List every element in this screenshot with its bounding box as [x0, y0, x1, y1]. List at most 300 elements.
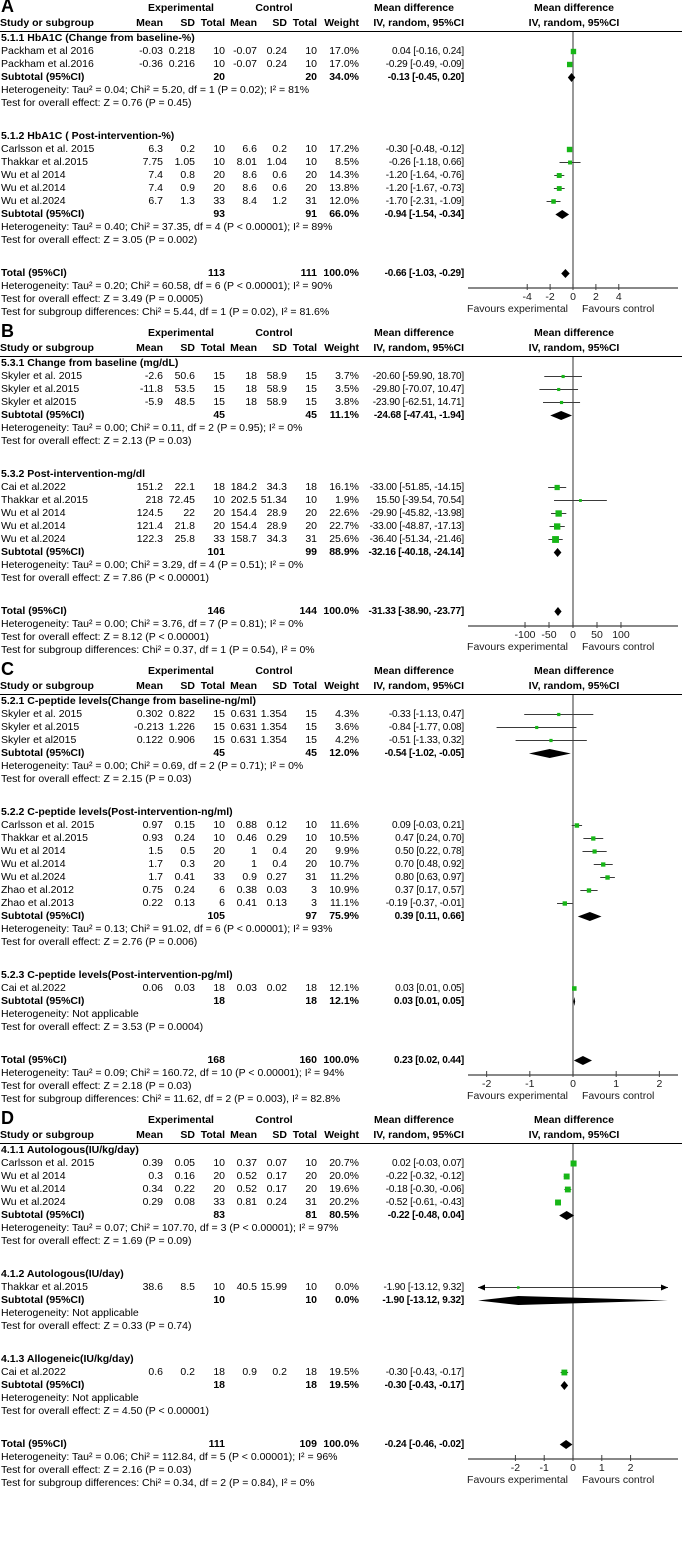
- cell: Skyler et al.2015: [1, 383, 80, 395]
- cell: Wu et al.2014: [1, 1183, 66, 1195]
- mean-header: Mean: [136, 342, 163, 354]
- footnote: [0, 618, 682, 631]
- cell: [466, 1183, 682, 1196]
- cell: [228, 995, 260, 1008]
- cell: [466, 1379, 682, 1392]
- weight-header: Weight: [324, 1129, 359, 1141]
- cell: [466, 1438, 682, 1451]
- cell: Subtotal (95%CI): [1, 1209, 85, 1221]
- cell: 111: [300, 267, 317, 279]
- cell: 10: [305, 143, 317, 155]
- axis-tick-label: -50: [541, 629, 557, 641]
- cell: 160: [299, 1054, 317, 1066]
- total-header: Total: [200, 680, 225, 692]
- cell: 45: [213, 747, 225, 759]
- cell: 1.226: [168, 721, 195, 733]
- footnote: [0, 644, 682, 657]
- cell: 0.93: [142, 832, 163, 844]
- study-col-header: Study or subgroup: [0, 342, 94, 354]
- cell: 22.6%: [329, 507, 359, 519]
- cell: 20: [305, 182, 317, 194]
- cell: 10: [213, 819, 225, 831]
- cell: [134, 995, 166, 1008]
- cell: -2.6: [144, 370, 163, 382]
- footnote-text: Heterogeneity: Tau² = 0.40; Chi² = 37.35, df = 4 (P < 0.00001); I² = 89%: [1, 221, 333, 233]
- cell: 0.70 [0.48, 0.92]: [395, 859, 464, 870]
- section-gap: [0, 1418, 682, 1438]
- cell: [166, 747, 198, 760]
- cell: 3.6%: [335, 721, 359, 733]
- axis-tick-label: -2: [510, 1462, 521, 1474]
- cell: [260, 71, 290, 84]
- cell: Total (95%CI): [1, 1054, 67, 1066]
- cell: [260, 747, 290, 760]
- study-row: [0, 494, 682, 507]
- axis-tick-label: 1: [598, 1462, 605, 1474]
- footnote-text: Test for overall effect: Z = 0.33 (P = 0.74): [1, 1320, 192, 1332]
- cell: Thakkar et al.2015: [1, 832, 88, 844]
- cell: 0.631: [230, 734, 257, 746]
- cell: Subtotal (95%CI): [1, 995, 85, 1007]
- cell: 0.302: [136, 708, 163, 720]
- cell: [228, 1379, 260, 1392]
- favours-left-label: Favours experimental: [467, 303, 568, 315]
- cell: 18: [245, 370, 257, 382]
- cell: 48.5: [174, 396, 195, 408]
- cell: 20: [213, 507, 225, 519]
- cell: 0.02 [-0.03, 0.07]: [391, 1158, 464, 1169]
- cell: 0.822: [168, 708, 195, 720]
- cell: 0.17: [266, 1170, 287, 1182]
- axis-tick-label: 1: [613, 1078, 620, 1090]
- cell: 15: [305, 734, 317, 746]
- cell: 20: [305, 858, 317, 870]
- cell: 10: [213, 1294, 225, 1306]
- study-row: [0, 819, 682, 832]
- section-gap: [0, 1034, 682, 1054]
- cell: 10: [305, 1294, 317, 1306]
- study-row: [0, 507, 682, 520]
- cell: -11.8: [139, 383, 163, 395]
- cell: [228, 910, 260, 923]
- cell: 0.5: [180, 845, 195, 857]
- cell: 0.2: [272, 1366, 287, 1378]
- footnote-text: Heterogeneity: Tau² = 0.00; Chi² = 3.29, df = 4 (P = 0.51); I² = 0%: [1, 559, 304, 571]
- cell: 18: [305, 995, 317, 1007]
- cell: [228, 605, 260, 618]
- cell: [134, 1054, 166, 1067]
- study-row: [0, 1157, 682, 1170]
- footnote-text: Heterogeneity: Tau² = 0.00; Chi² = 3.76, df = 7 (P = 0.81); I² = 0%: [1, 618, 304, 630]
- cell: -0.30 [-0.43, -0.17]: [385, 1367, 464, 1378]
- cell: [466, 156, 682, 169]
- cell: -24.68 [-47.41, -1.94]: [373, 410, 464, 421]
- cell: 18: [213, 1379, 225, 1391]
- cell: 0.8: [180, 169, 195, 181]
- cell: [166, 1379, 198, 1392]
- cell: 22: [183, 507, 195, 519]
- cell: [166, 267, 198, 280]
- cell: 14.3%: [329, 169, 359, 181]
- cell: [466, 409, 682, 422]
- cell: 0.81: [236, 1196, 257, 1208]
- cell: -0.30 [-0.48, -0.12]: [385, 144, 464, 155]
- subtotal-row: [0, 208, 682, 221]
- cell: 1.3: [180, 195, 195, 207]
- footnote: [0, 773, 682, 786]
- cell: [466, 143, 682, 156]
- cell: -0.18 [-0.30, -0.06]: [385, 1184, 464, 1195]
- study-row: [0, 1183, 682, 1196]
- cell: [466, 396, 682, 409]
- section-gap: [0, 247, 682, 267]
- cell: 0.97: [142, 819, 163, 831]
- cell: [228, 546, 260, 559]
- cell: -5.9: [144, 396, 163, 408]
- cell: 0.13: [174, 897, 195, 909]
- cell: 10: [305, 58, 317, 70]
- cell: [134, 208, 166, 221]
- footnote: [0, 1405, 682, 1418]
- panel-header: [0, 1108, 682, 1144]
- cell: 66.0%: [329, 208, 359, 220]
- cell: 0.08: [174, 1196, 195, 1208]
- cell: 33: [213, 195, 225, 207]
- subtotal-row: [0, 1209, 682, 1222]
- cell: 168: [207, 1054, 225, 1066]
- axis-tick-label: 4: [615, 291, 622, 303]
- cell: [466, 1294, 682, 1307]
- cell: [466, 721, 682, 734]
- cell: 45: [305, 747, 317, 759]
- cell: Wu et al.2024: [1, 533, 66, 545]
- footnote: [0, 760, 682, 773]
- footnote: [0, 1451, 682, 1464]
- cell: [228, 747, 260, 760]
- cell: 16.1%: [329, 481, 359, 493]
- spacer: [0, 1113, 134, 1128]
- cell: [166, 409, 198, 422]
- footnote-text: Test for overall effect: Z = 4.50 (P < 0.00001): [1, 1405, 209, 1417]
- cell: -0.07: [233, 45, 257, 57]
- cell: 6: [219, 897, 225, 909]
- cell: -0.66 [-1.03, -0.29]: [384, 268, 464, 279]
- cell: -0.213: [134, 721, 164, 733]
- footnote: [0, 1307, 682, 1320]
- cell: 0.24: [174, 884, 195, 896]
- study-row: [0, 708, 682, 721]
- cell: 34.0%: [329, 71, 359, 83]
- footnote-text: Test for overall effect: Z = 3.49 (P = 0.0005): [1, 293, 204, 305]
- cell: 10: [213, 494, 225, 506]
- control-header: Control: [255, 327, 293, 339]
- section-title: [0, 969, 682, 982]
- cell: 18: [305, 481, 317, 493]
- cell: [134, 546, 166, 559]
- footnote-text: Test for overall effect: Z = 2.13 (P = 0.03): [1, 435, 192, 447]
- footnote: [0, 422, 682, 435]
- axis-tick-label: -1: [525, 1078, 535, 1090]
- forest-panel-C: [0, 659, 682, 1106]
- footnote: [0, 84, 682, 97]
- footnote-text: Heterogeneity: Tau² = 0.06; Chi² = 112.84, df = 5 (P < 0.00001); I² = 96%: [1, 1451, 338, 1463]
- cell: 4.3%: [335, 708, 359, 720]
- study-row: [0, 143, 682, 156]
- cell: [166, 910, 198, 923]
- cell: 0.3: [180, 858, 195, 870]
- cell: 19.6%: [329, 1183, 359, 1195]
- cell: 0.4: [272, 858, 287, 870]
- cell: [228, 71, 260, 84]
- footnote-text: Heterogeneity: Tau² = 0.20; Chi² = 60.58, df = 6 (P < 0.00001); I² = 90%: [1, 280, 333, 292]
- study-row: [0, 370, 682, 383]
- section-title-text: 5.2.1 C-peptide levels(Change from baseline-ng/ml): [1, 695, 256, 707]
- section-title-text: 5.2.2 C-peptide levels(Post-intervention-ng/ml): [1, 806, 233, 818]
- cell: Wu et al.2014: [1, 858, 66, 870]
- cell: 0.631: [230, 721, 257, 733]
- forest-panel-D: [0, 1108, 682, 1490]
- cell: 20.7%: [329, 1157, 359, 1169]
- cell: Carlsson et al. 2015: [1, 819, 95, 831]
- cell: [466, 370, 682, 383]
- mean-difference-header: Mean difference: [374, 665, 454, 677]
- cell: 0.02: [266, 982, 287, 994]
- cell: 1.354: [260, 721, 287, 733]
- total-row: [0, 267, 682, 280]
- total-row: [0, 605, 682, 618]
- cell: [466, 1366, 682, 1379]
- cell: 0.50 [0.22, 0.78]: [395, 846, 464, 857]
- iv-plot-header: IV, random, 95%CI: [528, 342, 620, 354]
- sd-header: SD: [272, 680, 287, 692]
- cell: 20: [213, 1183, 225, 1195]
- cell: 0.17: [266, 1183, 287, 1195]
- spacer: [0, 326, 134, 341]
- cell: Wu et al.2014: [1, 182, 66, 194]
- cell: 1.05: [174, 156, 195, 168]
- cell: 40.5: [236, 1281, 257, 1293]
- study-row: [0, 396, 682, 409]
- section-gap: [0, 949, 682, 969]
- cell: 3.8%: [335, 396, 359, 408]
- cell: 20: [213, 845, 225, 857]
- cell: [228, 208, 260, 221]
- cell: Zhao et al.2012: [1, 884, 74, 896]
- cell: 20: [305, 520, 317, 532]
- cell: 11.2%: [330, 871, 359, 883]
- total-header: Total: [200, 342, 225, 354]
- cell: 58.9: [266, 383, 287, 395]
- mean-header: Mean: [230, 680, 257, 692]
- footnote-text: Test for subgroup differences: Chi² = 11.62, df = 2 (P = 0.003), I² = 82.8%: [1, 1093, 341, 1105]
- cell: 0.6: [148, 1366, 163, 1378]
- panel-header: [0, 321, 682, 357]
- cell: 18: [213, 481, 225, 493]
- cell: [466, 871, 682, 884]
- footnote: [0, 234, 682, 247]
- section-title: [0, 357, 682, 370]
- cell: 12.0%: [329, 747, 359, 759]
- footnote: [0, 1477, 682, 1490]
- cell: 20: [213, 520, 225, 532]
- forest-panel-B: [0, 321, 682, 657]
- mean-header: Mean: [230, 342, 257, 354]
- cell: Total (95%CI): [1, 267, 67, 279]
- cell: 154.4: [230, 520, 257, 532]
- cell: [466, 1170, 682, 1183]
- cell: -0.22 [-0.48, 0.04]: [387, 1210, 464, 1221]
- axis-tick-label: -4: [522, 291, 532, 303]
- cell: 0.22: [142, 897, 163, 909]
- cell: 10: [213, 1157, 225, 1169]
- cell: 0.03: [174, 982, 195, 994]
- axis-tick-label: 0: [570, 1078, 576, 1090]
- cell: 10: [213, 1281, 225, 1293]
- cell: Wu et al 2014: [1, 169, 66, 181]
- cell: 105: [207, 910, 225, 922]
- section-gap: [0, 1333, 682, 1353]
- footnote: [0, 572, 682, 585]
- cell: [466, 1196, 682, 1209]
- cell: 0.04 [-0.16, 0.24]: [391, 46, 464, 57]
- cell: 22.1: [174, 481, 195, 493]
- study-row: [0, 1196, 682, 1209]
- cell: Skyler et al. 2015: [1, 708, 83, 720]
- total-header: Total: [292, 342, 317, 354]
- mean-header: Mean: [230, 1129, 257, 1141]
- cell: 31: [305, 195, 317, 207]
- cell: [466, 481, 682, 494]
- axis-tick-label: 2: [627, 1462, 634, 1474]
- cell: [466, 182, 682, 195]
- mean-header: Mean: [230, 17, 257, 29]
- cell: 124.5: [136, 507, 163, 519]
- cell: [134, 267, 166, 280]
- cell: 0.16: [174, 1170, 195, 1182]
- cell: 6: [219, 884, 225, 896]
- cell: -1.90 [-13.12, 9.32]: [383, 1282, 464, 1293]
- cell: [134, 71, 166, 84]
- cell: [260, 409, 290, 422]
- cell: -1.90 [-13.12, 9.32]: [382, 1295, 464, 1306]
- footnote-text: Test for subgroup differences: Chi² = 0.34, df = 2 (P = 0.84), I² = 0%: [1, 1477, 315, 1489]
- mean-difference-plot-header: Mean difference: [534, 1114, 614, 1126]
- study-row: [0, 169, 682, 182]
- cell: 10: [213, 58, 225, 70]
- cell: 0.03 [0.01, 0.05]: [394, 996, 464, 1007]
- cell: 0.52: [236, 1183, 257, 1195]
- cell: 21.8: [174, 520, 195, 532]
- study-row: [0, 45, 682, 58]
- section-title: [0, 130, 682, 143]
- cell: 15: [213, 383, 225, 395]
- cell: 15: [213, 708, 225, 720]
- cell: 33: [213, 1196, 225, 1208]
- iv-plot-header: IV, random, 95%CI: [528, 17, 620, 29]
- cell: 7.4: [148, 169, 163, 181]
- cell: 0.15: [174, 819, 195, 831]
- cell: 0.22: [174, 1183, 195, 1195]
- cell: 18: [213, 1366, 225, 1378]
- axis-tick-label: -2: [481, 1078, 492, 1090]
- cell: 100.0%: [323, 605, 359, 617]
- cell: [166, 605, 198, 618]
- section-title-text: 4.1.1 Autologous(IU/kg/day): [1, 1144, 139, 1156]
- cell: [466, 208, 682, 221]
- cell: 0.9: [242, 1366, 257, 1378]
- cell: 0.9: [180, 182, 195, 194]
- cell: 45: [305, 409, 317, 421]
- footnote: [0, 221, 682, 234]
- footnote-text: Test for overall effect: Z = 1.69 (P = 0.09): [1, 1235, 192, 1247]
- cell: Packham et al.2016: [1, 58, 94, 70]
- footnote: [0, 936, 682, 949]
- cell: 1: [251, 858, 257, 870]
- cell: -23.90 [-62.51, 14.71]: [372, 397, 464, 408]
- cell: Subtotal (95%CI): [1, 747, 85, 759]
- cell: 0.6: [272, 182, 287, 194]
- mean-header: Mean: [136, 680, 163, 692]
- section-gap: [0, 110, 682, 130]
- cell: 99: [305, 546, 317, 558]
- cell: Carlsson et al. 2015: [1, 1157, 95, 1169]
- cell: 58.9: [266, 396, 287, 408]
- subtotal-row: [0, 1294, 682, 1307]
- total-header: Total: [292, 680, 317, 692]
- cell: -29.80 [-70.07, 10.47]: [372, 384, 464, 395]
- axis-tick-label: -100: [514, 629, 536, 641]
- cell: 0.2: [272, 143, 287, 155]
- cell: 109: [299, 1438, 317, 1450]
- section-title: [0, 806, 682, 819]
- cell: 72.45: [168, 494, 195, 506]
- cell: 154.4: [230, 507, 257, 519]
- cell: -32.16 [-40.18, -24.14]: [368, 547, 464, 558]
- cell: 0.75: [142, 884, 163, 896]
- cell: 28.9: [266, 520, 287, 532]
- cell: 12.1%: [329, 995, 359, 1007]
- cell: 8.5%: [335, 156, 359, 168]
- cell: [166, 1054, 198, 1067]
- cell: 20: [213, 182, 225, 194]
- footnote: [0, 1008, 682, 1021]
- cell: -0.54 [-1.02, -0.05]: [384, 748, 464, 759]
- section-title-text: 5.2.3 C-peptide levels(Post-intervention-pg/ml): [1, 969, 233, 981]
- panel-header: [0, 659, 682, 695]
- study-row: [0, 383, 682, 396]
- axis-tick-label: 2: [592, 291, 599, 303]
- cell: 20: [305, 169, 317, 181]
- cell: 0.2: [180, 143, 195, 155]
- cell: 11.6%: [330, 819, 359, 831]
- cell: 151.2: [136, 481, 163, 493]
- cell: 0.23 [0.02, 0.44]: [394, 1055, 464, 1066]
- cell: 0.07: [266, 1157, 287, 1169]
- cell: 0.906: [168, 734, 195, 746]
- cell: [260, 208, 290, 221]
- cell: 1: [251, 845, 257, 857]
- cell: Thakkar et al.2015: [1, 494, 88, 506]
- cell: 9.9%: [335, 845, 359, 857]
- cell: [466, 494, 682, 507]
- iv-header: IV, random, 95%CI: [373, 17, 464, 29]
- cell: [166, 208, 198, 221]
- study-col-header: Study or subgroup: [0, 680, 94, 692]
- cell: 184.2: [230, 481, 257, 493]
- cell: 38.6: [142, 1281, 163, 1293]
- cell: 18: [305, 1366, 317, 1378]
- favours-right-label: Favours control: [582, 641, 655, 653]
